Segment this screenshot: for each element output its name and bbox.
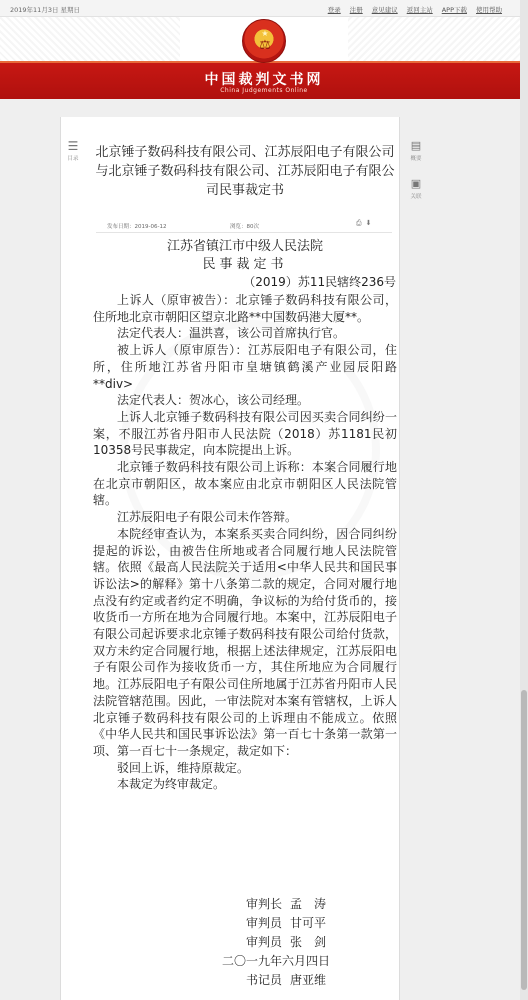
- site-title[interactable]: 中国裁判文书网: [204, 72, 324, 88]
- paragraph: 上诉人（原审被告）：北京锤子数码科技有限公司，住所地北京市朝阳区望京北路**中国数码港大厦**。: [93, 293, 397, 324]
- signature-name: 张 剑: [290, 935, 327, 949]
- publish-date: 发布日期：2019-06-12: [107, 224, 167, 230]
- title-divider: [96, 232, 392, 233]
- related-label: 关联: [410, 194, 422, 200]
- case-number: （2019）苏11民辖终236号: [243, 275, 396, 289]
- paragraph: 本院经审查认为，本案系买卖合同纠纷，因合同纠纷提起的诉讼，由被告住所地或者合同履行地人民法院管辖。依照《最高人民法院关于适用<中华人民共和国民事诉讼法>的解释》第十八条第二款的规定，合同对履行地点没有约定或者约定不明确，争议标的为给付货币的，接收货币一方所在地为合同履行地。本案中，江苏辰阳电子有限公司起诉要求北京锤子数码科技有限公司给付货款，双方未约定合同履行地，根据上述法律规定，江苏辰阳电子有限公司作为接收货币一方，其住所地应为合同履行地。江苏辰阳电子有限公司住所地属于江苏省丹阳市人民法院管辖范围。因此，一审法院对本案有管辖权，上诉人北京锤子数码科技有限公司的上诉理由不能成立。依照《中华人民共和国民事诉讼法》第一百七十条第一款第一项、第一百七十一条规定，裁定如下：: [93, 526, 397, 758]
- signature-role: 审判长: [246, 897, 283, 911]
- app-download-link[interactable]: APP下载: [441, 6, 467, 14]
- document-title: 北京锤子数码科技有限公司、江苏辰阳电子有限公司与北京锤子数码科技有限公司、江苏辰阳电子有限公司民事裁定书: [95, 145, 395, 198]
- doc-actions: [356, 219, 371, 228]
- top-bar: [0, 0, 528, 17]
- current-date: 2019年11月3日 星期日: [10, 6, 81, 14]
- banner-pattern-right: [348, 17, 528, 61]
- related-button[interactable]: [406, 178, 426, 200]
- paragraph: 北京锤子数码科技有限公司上诉称：本案合同履行地在北京市朝阳区，故本案应由北京市朝阳区人民法院管辖。: [93, 460, 397, 508]
- signature-line: [222, 952, 330, 971]
- signature-line: [246, 971, 330, 990]
- view-count: 浏览：80次: [230, 224, 259, 230]
- document-body: [93, 292, 397, 793]
- signature-name: 甘可平: [290, 916, 327, 930]
- banner-pattern-left: [0, 17, 180, 61]
- signature-name: 唐亚维: [290, 973, 327, 987]
- summary-button[interactable]: [406, 140, 426, 162]
- register-link[interactable]: 注册: [349, 6, 363, 14]
- catalog-label: 目录: [67, 156, 79, 162]
- return-main-link[interactable]: 返回主站: [406, 6, 433, 14]
- signature-line: [246, 914, 330, 933]
- link-doc-icon: ▣: [410, 177, 422, 190]
- top-links: [328, 5, 502, 14]
- signature-line: [246, 895, 330, 914]
- paragraph: 上诉人北京锤子数码科技有限公司因买卖合同纠纷一案，不服江苏省丹阳市人民法院（2018）苏1181民初10358号民事裁定，向本院提出上诉。: [93, 409, 397, 458]
- login-link[interactable]: 登录: [327, 6, 341, 14]
- court-emblem-icon[interactable]: ★ ⚖: [242, 19, 286, 63]
- page-scrollbar[interactable]: [520, 0, 528, 1000]
- summary-label: 概要: [410, 156, 422, 162]
- signature-date: 二〇一九年六月四日: [222, 954, 331, 968]
- paragraph: 驳回上诉，维持原裁定。: [117, 760, 250, 775]
- signature-role: 审判员: [246, 916, 283, 930]
- catalog-button[interactable]: [63, 140, 83, 162]
- signature-line: [246, 933, 330, 952]
- feedback-link[interactable]: 意见建议: [371, 6, 398, 14]
- download-icon[interactable]: ⬇: [365, 219, 372, 227]
- site-banner: [0, 17, 528, 99]
- signature-role: 书记员: [246, 973, 283, 987]
- scrollbar-thumb[interactable]: [521, 690, 527, 990]
- paragraph: 本裁定为终审裁定。: [117, 777, 226, 792]
- list-icon: ☰: [67, 139, 79, 153]
- paragraph: 法定代表人：贺冰心，该公司经理。: [117, 393, 310, 408]
- signature-block: [222, 895, 331, 990]
- document-type: 民事裁定书: [202, 257, 288, 272]
- paragraph: 法定代表人：温洪喜，该公司首席执行官。: [117, 326, 346, 341]
- paragraph: 被上诉人（原审原告）：江苏辰阳电子有限公司，住所，住所地江苏省丹阳市皇塘镇鹤溪产业园辰阳路**div>: [93, 343, 397, 391]
- help-link[interactable]: 使用帮助: [476, 6, 502, 14]
- signature-role: 审判员: [246, 935, 283, 949]
- site-subtitle: China Judgements Online: [220, 87, 308, 94]
- court-name: 江苏省镇江市中级人民法院: [166, 239, 323, 254]
- document-icon: ▤: [410, 139, 422, 152]
- signature-name: 孟 涛: [290, 897, 327, 911]
- paragraph: 江苏辰阳电子有限公司未作答辩。: [117, 510, 298, 525]
- print-icon[interactable]: ⎙: [356, 219, 362, 227]
